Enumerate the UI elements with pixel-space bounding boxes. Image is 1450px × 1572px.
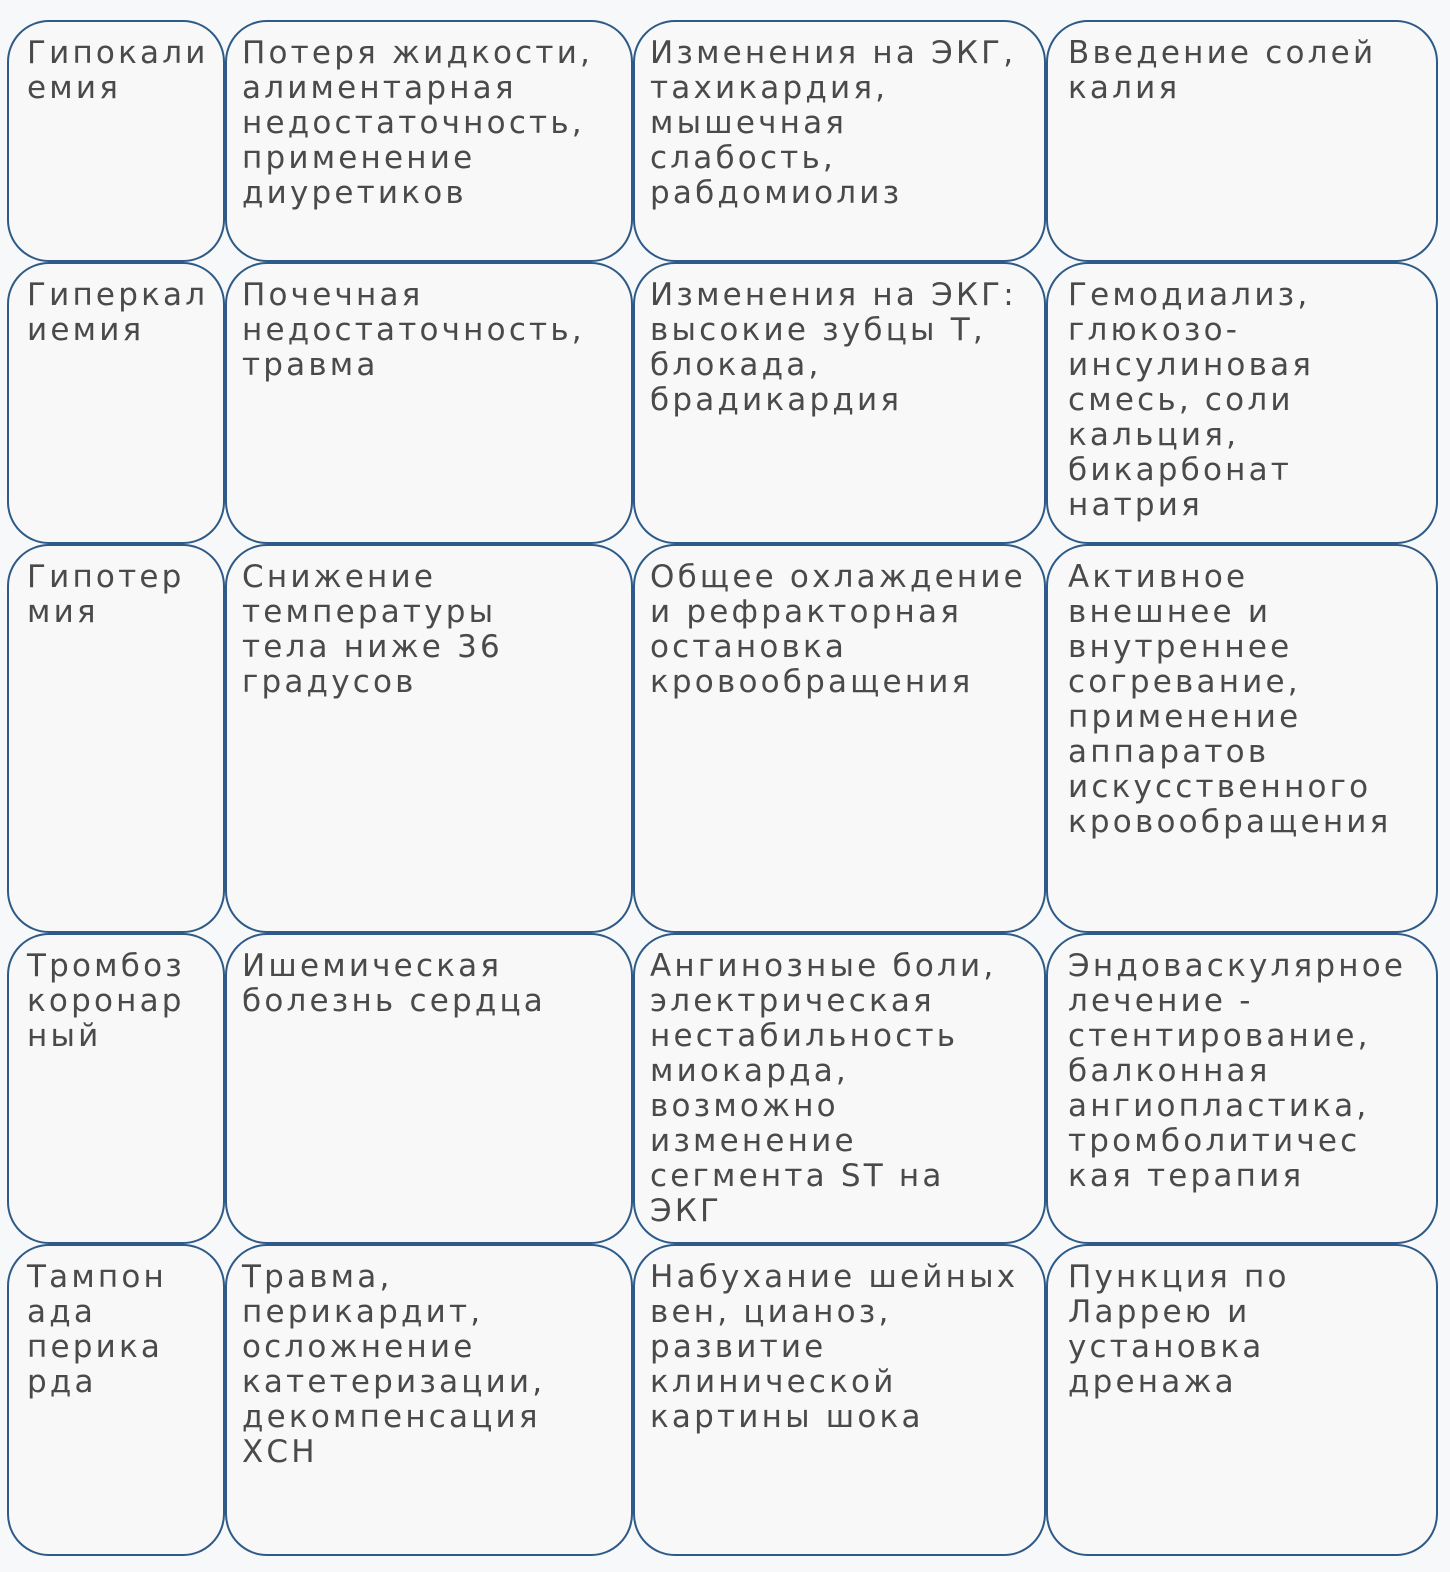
cause-text: Снижение температуры тела ниже 36 градусов xyxy=(242,559,503,700)
condition-cell xyxy=(7,544,225,933)
condition-cell xyxy=(7,1244,225,1556)
cause-text: Потеря жидкости, алиментарная недостаточность, применение диуретиков xyxy=(242,35,594,211)
signs-cell xyxy=(633,262,1046,544)
condition-text: Тромбоз коронар ный xyxy=(27,948,185,1054)
condition-text: Гипотер мия xyxy=(27,559,185,630)
treatment-cell xyxy=(1046,933,1438,1244)
signs-text: Общее охлаждение и рефракторная остановка кровообращения xyxy=(650,559,1026,700)
treatment-text: Активное внешнее и внутреннее согревание, применение аппаратов искусственного кровообращения xyxy=(1068,559,1392,840)
signs-text: Ангинозные боли, электрическая нестабильность миокарда, возможно изменение сегмента ST на ЭКГ xyxy=(650,948,997,1229)
cause-text: Травма, перикардит, осложнение катетеризации, декомпенсация ХСН xyxy=(242,1259,546,1470)
condition-cell xyxy=(7,262,225,544)
cause-cell xyxy=(225,20,633,262)
condition-cell xyxy=(7,933,225,1244)
condition-text: Гиперкал иемия xyxy=(27,277,209,348)
treatment-text: Введение солей калия xyxy=(1068,35,1377,106)
cause-text: Ишемическая болезнь сердца xyxy=(242,948,546,1019)
condition-cell xyxy=(7,20,225,262)
signs-text: Набухание шейных вен, цианоз, развитие клинической картины шока xyxy=(650,1259,1019,1435)
treatment-cell xyxy=(1046,262,1438,544)
cause-cell xyxy=(225,544,633,933)
condition-text: Гипокали емия xyxy=(27,35,209,106)
signs-text: Изменения на ЭКГ, тахикардия, мышечная слабость, рабдомиолиз xyxy=(650,35,1017,211)
cause-text: Почечная недостаточность, травма xyxy=(242,277,585,383)
treatment-cell xyxy=(1046,544,1438,933)
treatment-cell xyxy=(1046,20,1438,262)
treatment-text: Гемодиализ, глюкозо- инсулиновая смесь, соли кальция, бикарбонат натрия xyxy=(1068,277,1315,523)
treatment-cell xyxy=(1046,1244,1438,1556)
condition-text: Тампон ада перика рда xyxy=(27,1259,168,1400)
cause-cell xyxy=(225,1244,633,1556)
signs-cell xyxy=(633,20,1046,262)
treatment-text: Пункция по Ларрею и установка дренажа xyxy=(1068,1259,1290,1400)
signs-cell xyxy=(633,933,1046,1244)
signs-cell xyxy=(633,544,1046,933)
treatment-text: Эндоваскулярное лечение - стентирование, балконная ангиопластика, тромболитичес кая терапия xyxy=(1068,948,1407,1194)
signs-text: Изменения на ЭКГ: высокие зубцы Т, блокада, брадикардия xyxy=(650,277,1017,418)
cause-cell xyxy=(225,262,633,544)
cause-cell xyxy=(225,933,633,1244)
signs-cell xyxy=(633,1244,1046,1556)
